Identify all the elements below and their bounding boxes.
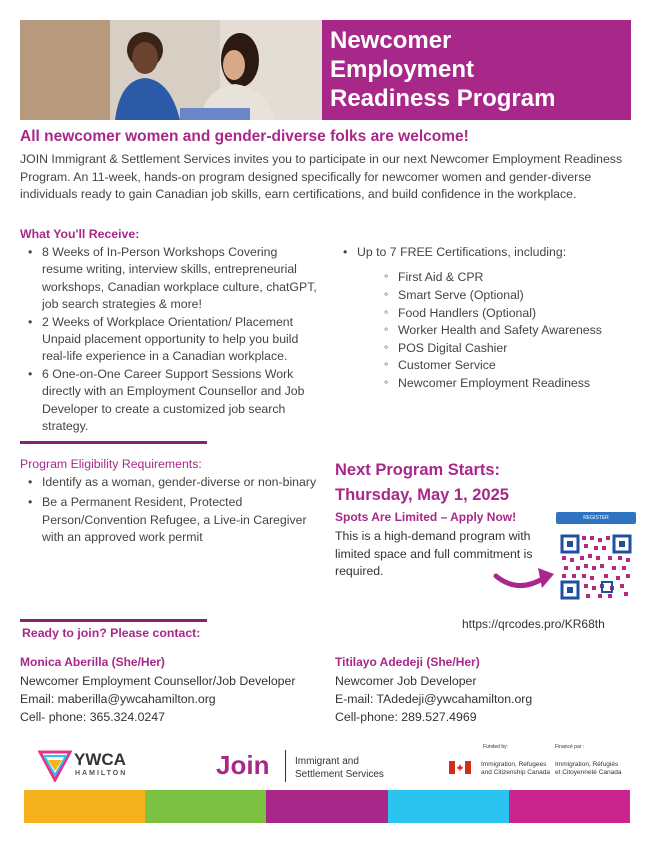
cert-item: ◦ Newcomer Employment Readiness <box>380 375 635 393</box>
footer-block-green <box>145 790 266 823</box>
contact-phone[interactable]: Cell- phone: 365.324.0247 <box>20 710 165 724</box>
list-item: • Identify as a woman, gender-diverse or non-binary <box>20 474 320 491</box>
hero-photo <box>20 20 322 120</box>
next-program-label: Next Program Starts: <box>335 461 501 479</box>
certifications <box>335 244 635 393</box>
qr-url-link[interactable]: https://qrcodes.pro/KR68th <box>462 617 605 631</box>
contact-email[interactable]: Email: maberilla@ywcahamilton.org <box>20 692 216 706</box>
join-line-1: Immigrant and <box>295 756 359 767</box>
footer-color-bar <box>24 790 630 823</box>
next-program <box>335 458 585 508</box>
title-line-3: Readiness Program <box>330 85 556 112</box>
eligibility-title: Program Eligibility Requirements: <box>20 457 202 471</box>
contact-role: Newcomer Job Developer <box>335 674 477 688</box>
next-program-date: Thursday, May 1, 2025 <box>335 486 509 504</box>
cert-heading: • Up to 7 FREE Certifications, including: <box>335 244 635 261</box>
funded-by: Funded by: <box>483 744 509 750</box>
contact-email[interactable]: E-mail: TAdedeji@ywcahamilton.org <box>335 692 533 706</box>
ywca-sub: HAMILTON <box>75 770 128 777</box>
divider <box>20 619 207 622</box>
register-label: REGISTER <box>556 512 636 524</box>
eligibility-list <box>20 474 320 547</box>
ircc-fr-2: et Citoyenneté Canada <box>555 769 622 776</box>
cert-item: ◦ Customer Service <box>380 357 635 375</box>
ircc-french <box>555 761 622 777</box>
cert-item: ◦ Worker Health and Safety Awareness <box>380 322 635 340</box>
join-divider <box>285 750 286 782</box>
join-text: Join <box>216 750 270 780</box>
cert-item: ◦ Food Handlers (Optional) <box>380 305 635 323</box>
divider <box>20 441 207 444</box>
qr-code-icon <box>556 524 636 602</box>
list-item: • Be a Permanent Resident, Protected Person/Convention Refugee, a Live-in Caregiver with an approved work permit <box>20 494 320 546</box>
spots-limited: Spots Are Limited – Apply Now! <box>335 510 517 524</box>
headline: All newcomer women and gender-diverse folks are welcome! <box>20 128 469 145</box>
contact-role: Newcomer Employment Counsellor/Job Developer <box>20 674 296 688</box>
program-description: This is a high-demand program with limited space and full commitment is required. <box>335 529 533 578</box>
ywca-logo <box>38 748 138 782</box>
ircc-en-2: and Citizenship Canada <box>481 769 551 776</box>
footer-block-yellow <box>24 790 145 823</box>
canada-flag-icon <box>449 761 471 774</box>
ywca-triangle-icon <box>38 748 72 782</box>
contact-phone[interactable]: Cell-phone: 289.527.4969 <box>335 710 477 724</box>
ircc-fr-1: Immigration, Réfugiés <box>555 761 619 768</box>
ywca-text: YWCA <box>74 750 126 769</box>
receive-list <box>20 244 320 435</box>
list-item: • 2 Weeks of Workplace Orientation/ Placement Unpaid placement opportunity to help you build real-life experience in a Canadian workplace. <box>20 314 320 366</box>
footer-block-purple <box>266 790 387 823</box>
contact-card <box>20 655 310 726</box>
title-line-2: Employment <box>330 56 475 83</box>
join-tagline <box>295 755 384 781</box>
finance-par: Financé par : <box>555 744 585 750</box>
footer-block-blue <box>388 790 509 823</box>
contact-title: Ready to join? Please contact: <box>22 626 201 640</box>
cert-item: ◦ POS Digital Cashier <box>380 340 635 358</box>
contact-card <box>335 655 625 726</box>
contact-name: Monica Aberilla (She/Her) <box>20 655 165 669</box>
cert-item: ◦ Smart Serve (Optional) <box>380 287 635 305</box>
footer-block-magenta <box>509 790 630 823</box>
join-logo <box>216 750 269 781</box>
list-item: • 8 Weeks of In-Person Workshops Covering resume writing, interview skills, entrepreneurial workshops, Canadian workplace culture, chatGPT, job search strategies & more! <box>20 244 320 314</box>
intro-paragraph: JOIN Immigrant & Settlement Services invites you to participate in our next Newcomer Employment Readiness Program. An 11-week, hands-on program designed specifically for newcomer women and gender-diverse individuals ready to gain Canadian job skills, earn certifications, and build confidence in the workplace. <box>20 152 623 201</box>
contact-name: Titilayo Adedeji (She/Her) <box>335 655 480 669</box>
cert-item: ◦ First Aid & CPR <box>380 269 635 287</box>
join-line-2: Settlement Services <box>295 769 384 780</box>
receive-title: What You'll Receive: <box>20 227 140 241</box>
list-item: • 6 One-on-One Career Support Sessions Work directly with an Employment Counsellor and Job Developer to create a customized job search strategy. <box>20 366 320 436</box>
arrow-icon <box>492 560 558 596</box>
register-qr-code[interactable] <box>556 512 636 604</box>
ircc-english <box>481 761 550 777</box>
ircc-en-1: Immigration, Refugees <box>481 761 547 768</box>
title-line-1: Newcomer <box>330 27 452 54</box>
page-title <box>330 26 625 113</box>
